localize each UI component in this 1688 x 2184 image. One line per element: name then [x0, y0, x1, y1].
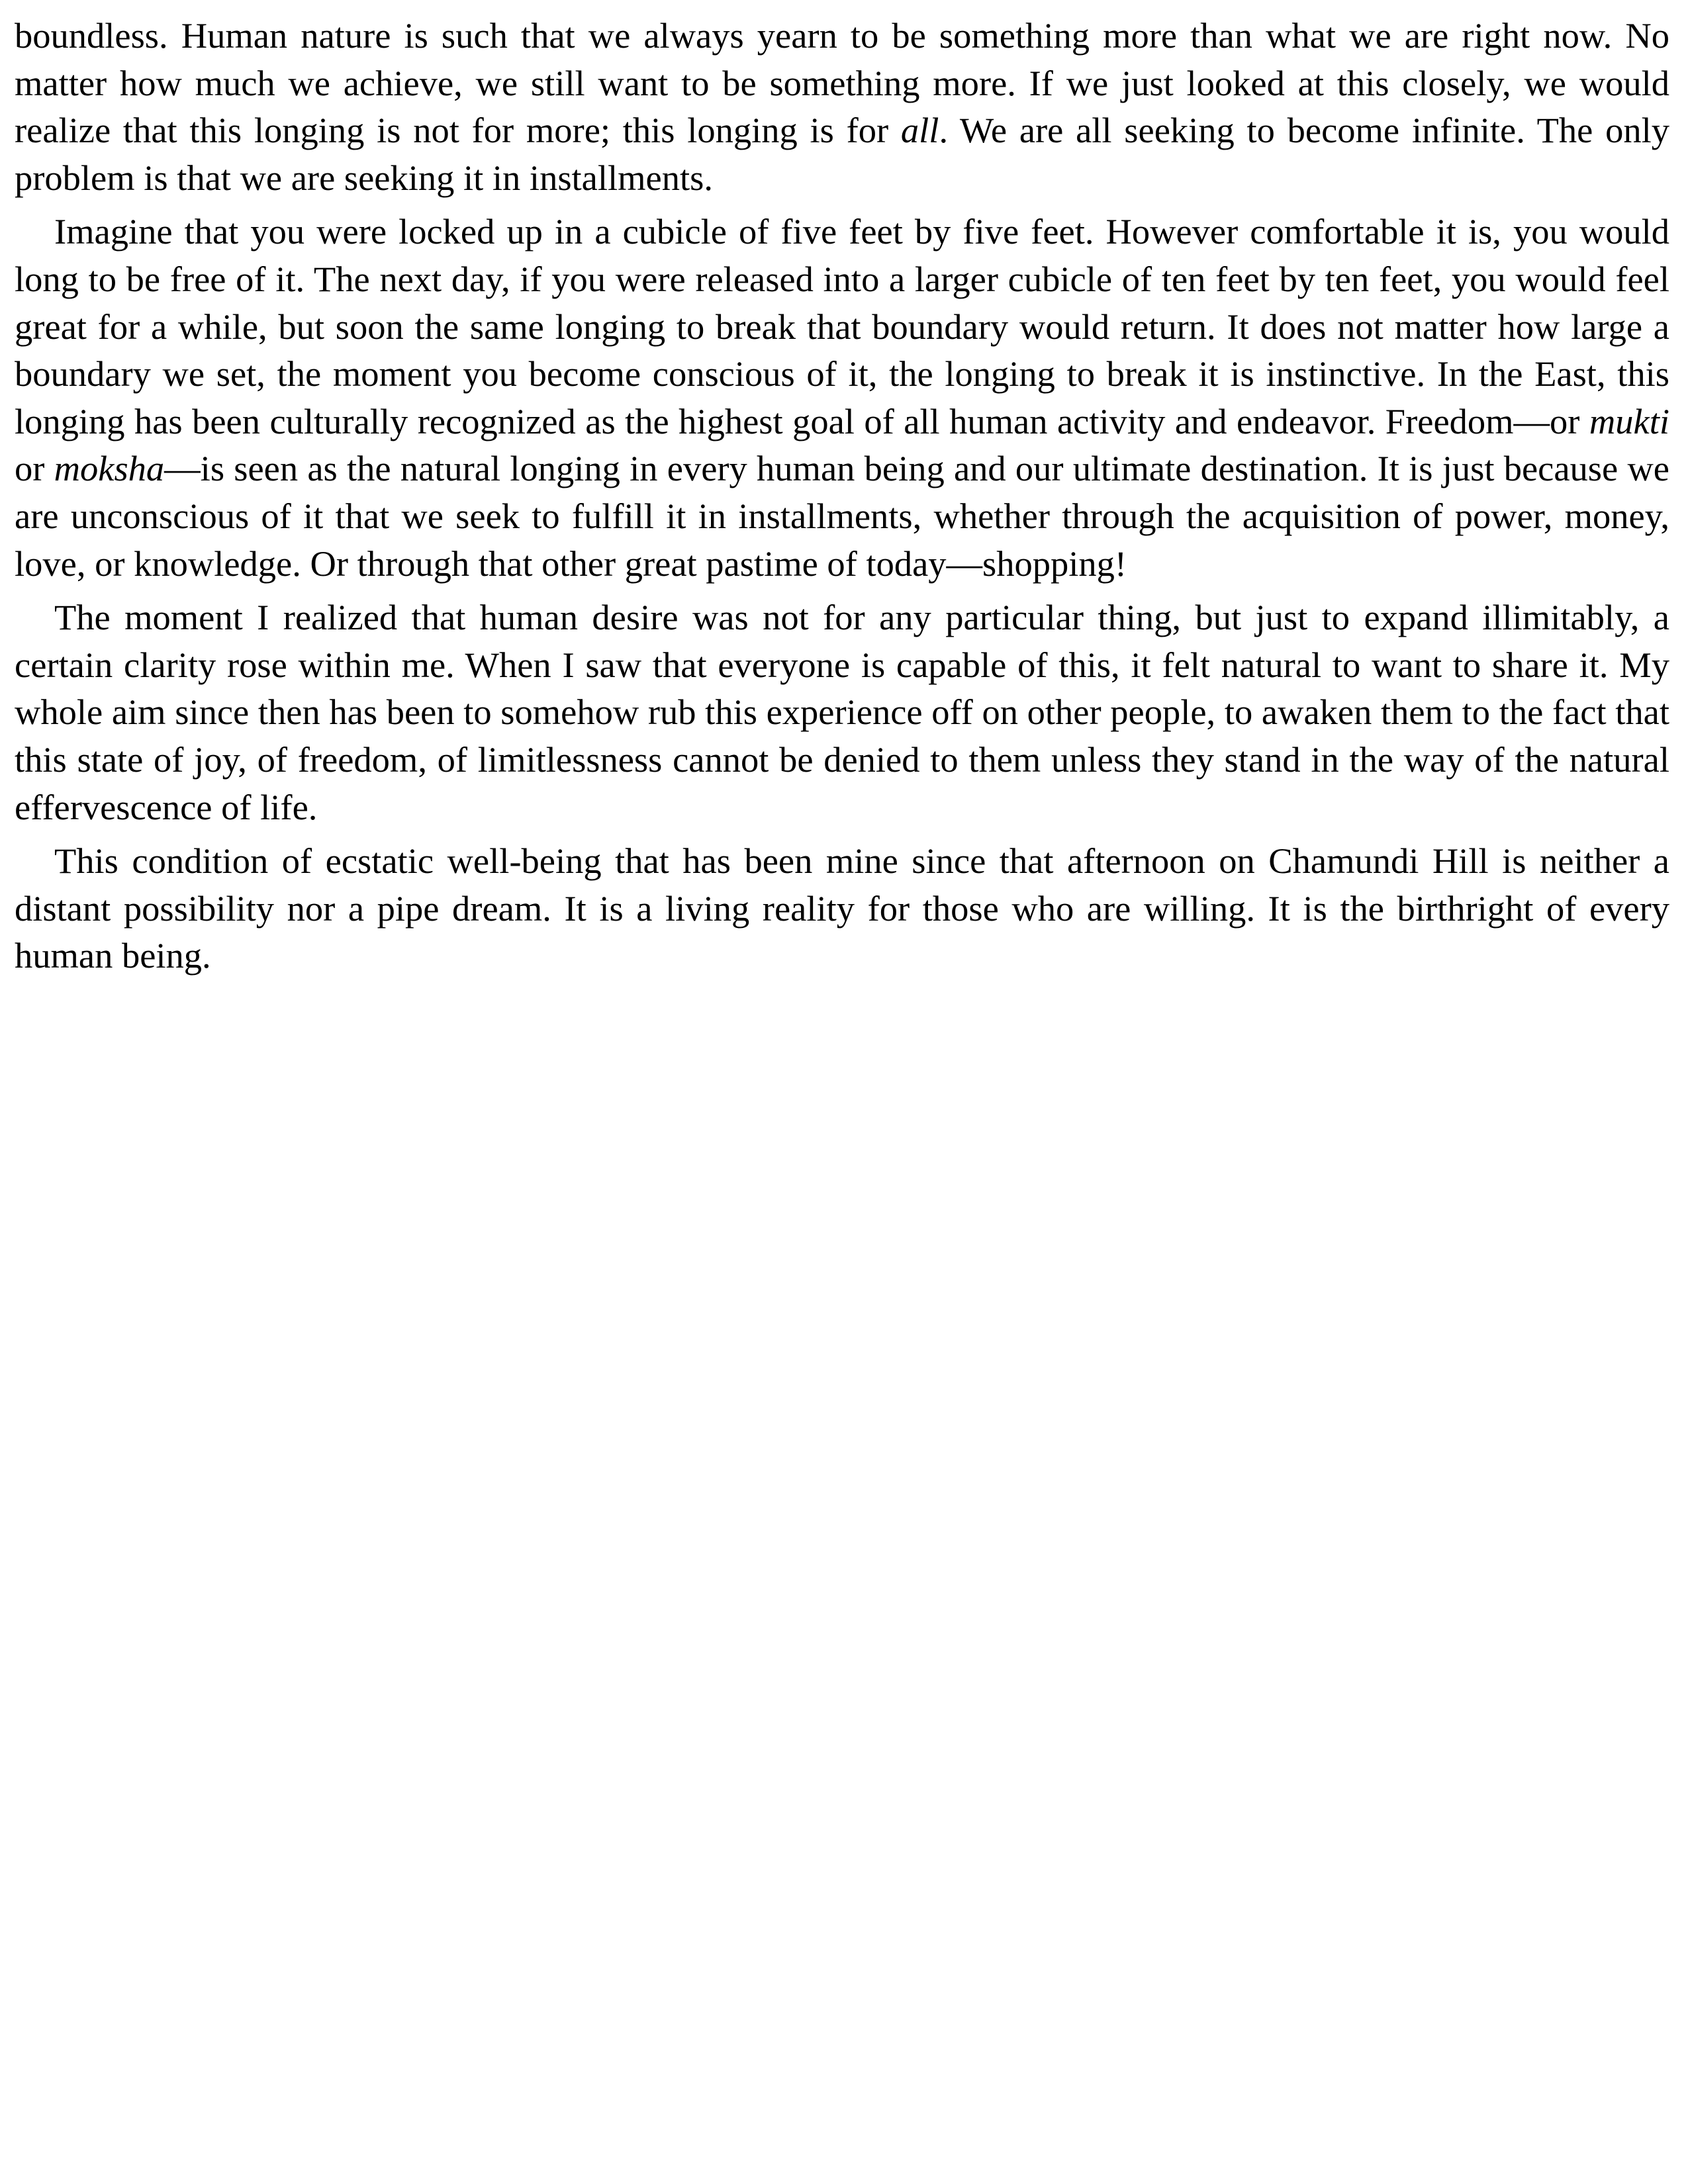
paragraph-1-italic-all: all [900, 110, 939, 151]
paragraph-2-text-3: —is seen as the natural longing in every human being and our ultimate destination. It is just because we are unconscious of it that we seek to fulfill it in installments, whether through the acquisition of power, money, love, or knowledge. Or through that other great pastime of today—shopping! [15, 448, 1669, 584]
paragraph-1-text-1: boundless. Human nature is such that we always yearn to be something more than what we are right now. No matter how much we achieve, we still want to be something more. If we just looked at this closely, we would realize that this longing is not for more; this longing is for [15, 15, 1669, 151]
page-body [15, 12, 1669, 986]
paragraph-2-italic-moksha: moksha [54, 448, 165, 489]
paragraph-4-text-1: This condition of ecstatic well-being that has been mine since that afternoon on Chamundi Hill is neither a distant possibility nor a pipe dream. It is a living reality for those who are willing. It is the birthright of every human being. [15, 841, 1669, 976]
paragraph-3 [15, 594, 1669, 831]
paragraph-4 [15, 837, 1669, 979]
paragraph-1 [15, 12, 1669, 201]
paragraph-2-text-1: Imagine that you were locked up in a cubicle of five feet by five feet. However comfortable it is, you would long to be free of it. The next day, if you were released into a larger cubicle of ten feet by ten feet, you would feel great for a while, but soon the same longing to break that boundary would return. It does not matter how large a boundary we set, the moment you become conscious of it, the longing to break it is instinctive. In the East, this longing has been culturally recognized as the highest goal of all human activity and endeavor. Freedom—or [15, 211, 1669, 441]
paragraph-2-italic-mukti: mukti [1589, 400, 1669, 441]
paragraph-2 [15, 208, 1669, 587]
paragraph-1-text-2: . We are all seeking to become infinite. The only problem is that we are seeking it in installments. [15, 110, 1669, 198]
paragraph-2-text-2: or [15, 448, 54, 489]
paragraph-3-text-1: The moment I realized that human desire was not for any particular thing, but just to expand illimitably, a certain clarity rose within me. When I saw that everyone is capable of this, it felt natural to want to share it. My whole aim since then has been to somehow rub this experience off on other people, to awaken them to the fact that this state of joy, of freedom, of limitlessness cannot be denied to them unless they stand in the way of the natural effervescence of life. [15, 597, 1669, 827]
